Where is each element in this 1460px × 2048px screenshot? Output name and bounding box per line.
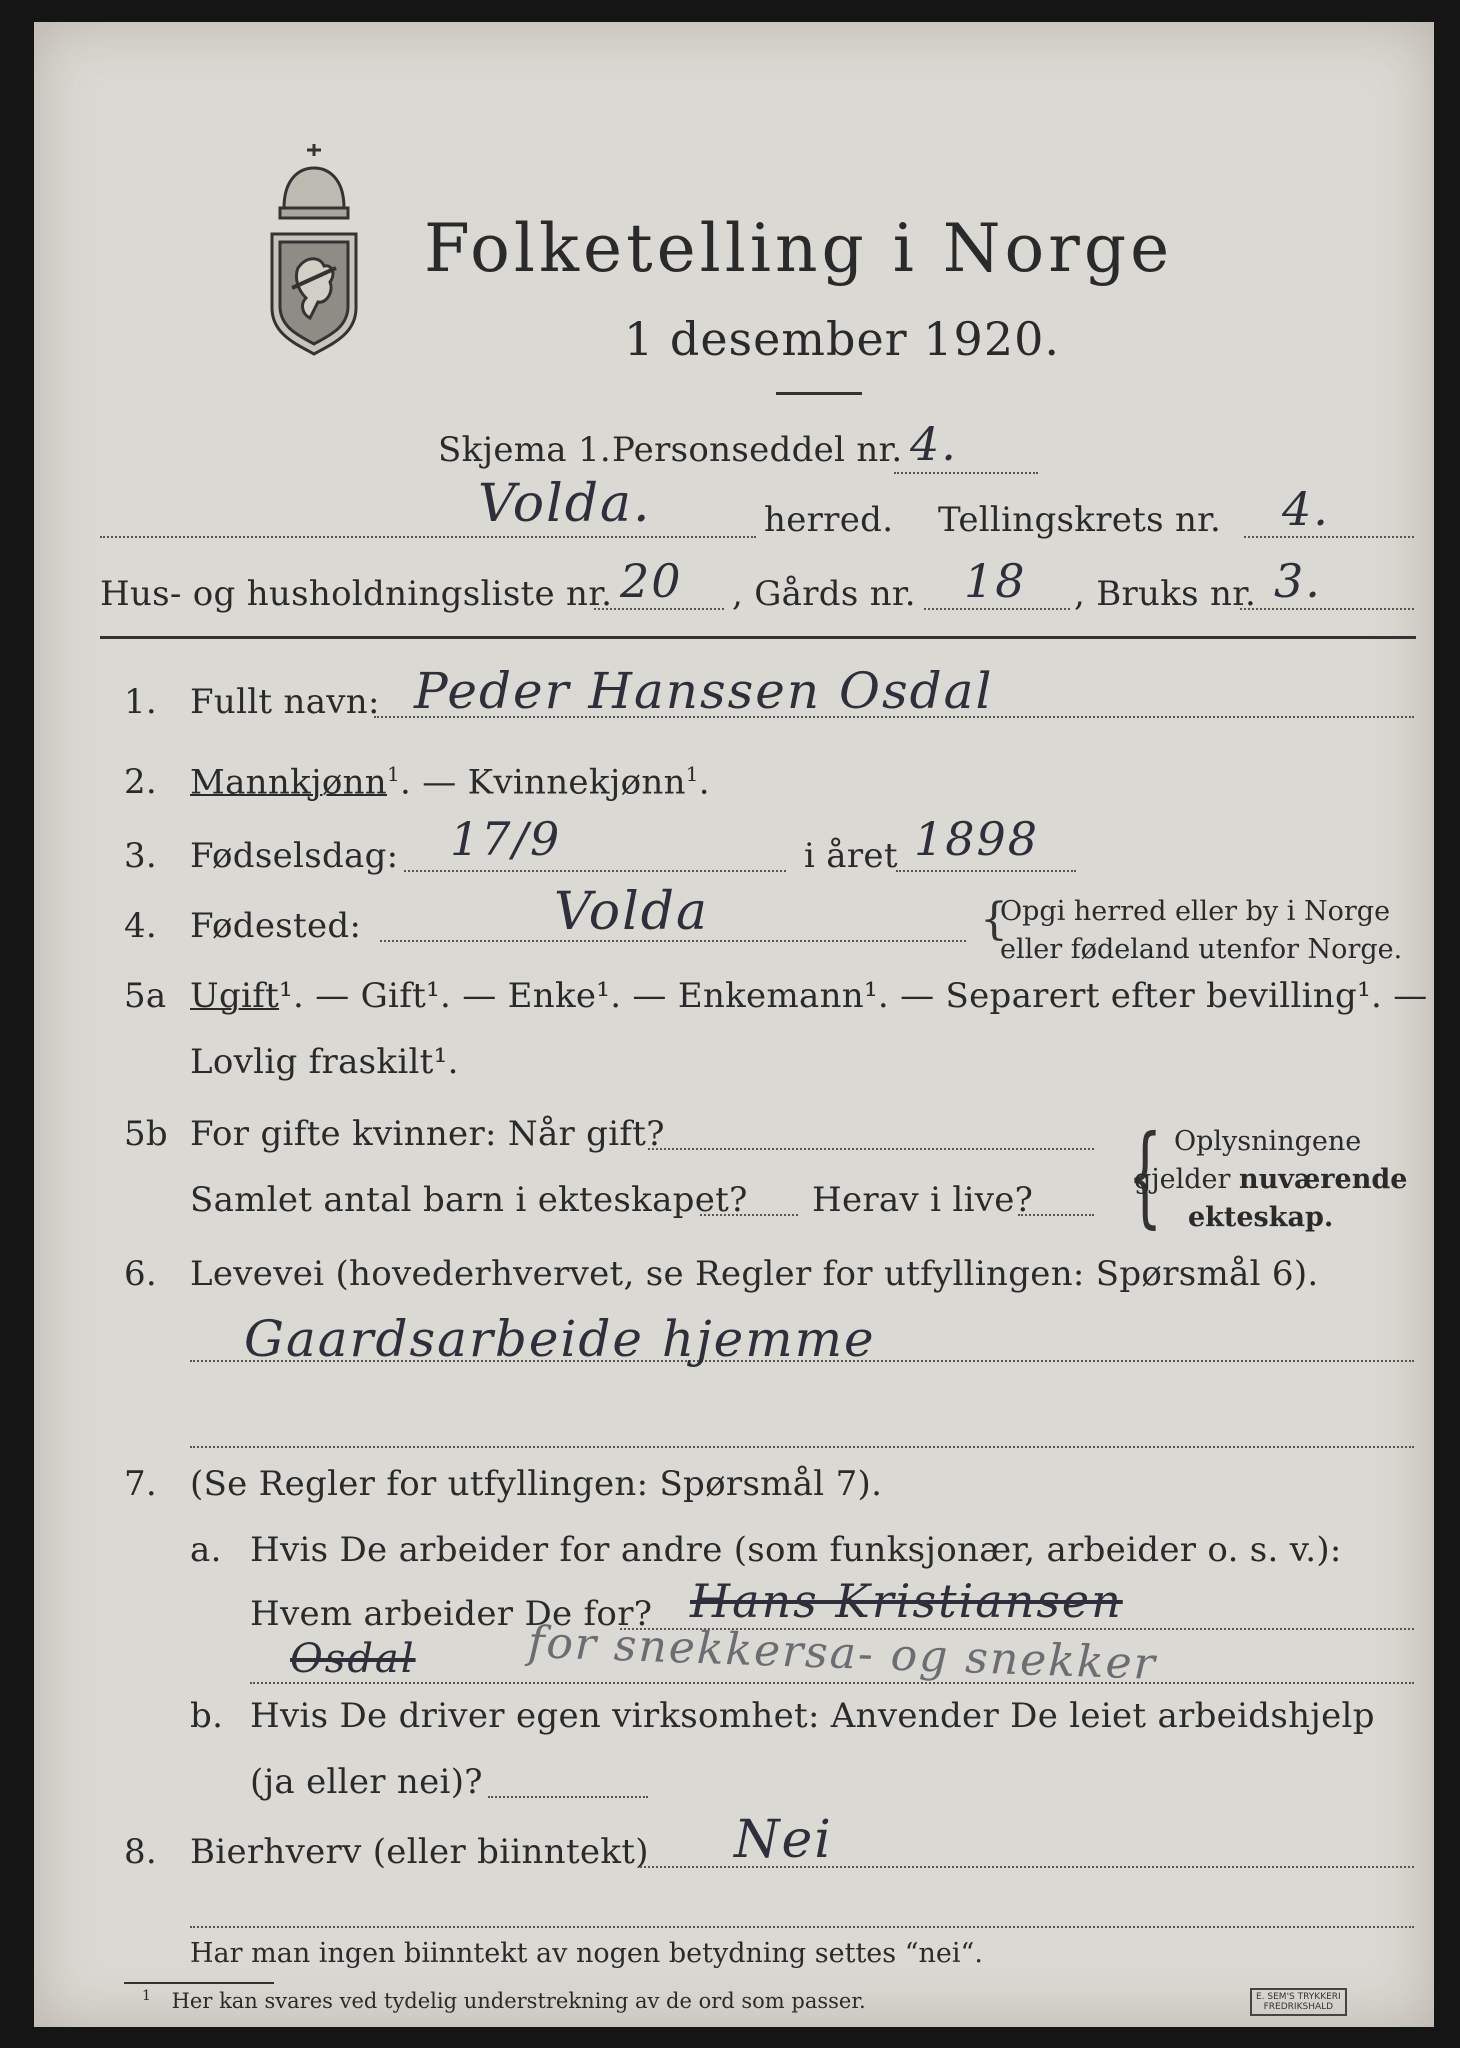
marital-options — [190, 976, 1428, 1016]
birthplace-value[interactable]: Volda — [554, 882, 710, 942]
q6-number: 6. — [124, 1254, 158, 1294]
gards-line — [924, 608, 1070, 610]
q4-note-line1: Opgi herred eller by i Norge — [1000, 896, 1391, 927]
q6-label: Levevei (hovederhvervet, se Regler for utfyllingen: Spørsmål 6). — [190, 1254, 1319, 1294]
q5a-number: 5a — [124, 976, 167, 1016]
q3-year-line — [896, 870, 1076, 872]
q3-year-label: i året — [804, 836, 898, 876]
q4-note-brace: { — [980, 894, 1008, 945]
herred-value[interactable]: Volda. — [478, 474, 652, 534]
biinntekt-note: Har man ingen biinntekt av nogen betydning settes “nei“. — [190, 1938, 983, 1969]
birth-day-value[interactable]: 17/9 — [450, 812, 562, 866]
skjema-label: Skjema 1. — [438, 430, 612, 470]
full-name-value[interactable]: Peder Hanssen Osdal — [414, 662, 994, 720]
birth-year-value[interactable]: 1898 — [914, 812, 1040, 866]
bruks-value[interactable]: 3. — [1274, 554, 1322, 608]
q5b-number: 5b — [124, 1114, 168, 1154]
herred-label: herred. — [764, 500, 894, 540]
herred-line — [100, 536, 756, 538]
footnote-number: 1 — [142, 1988, 151, 2004]
personseddel-line — [894, 472, 1038, 474]
tellingskrets-value[interactable]: 4. — [1282, 482, 1330, 536]
employer-value-line2[interactable]: Osdal — [290, 1636, 416, 1682]
q1-label: Fullt navn: — [190, 682, 380, 722]
q5b-children-line — [700, 1214, 798, 1216]
q5b-note-line1: Oplysningene — [1174, 1126, 1362, 1157]
form-date: 1 desember 1920. — [624, 312, 1060, 366]
q7a-letter: a. — [190, 1530, 222, 1570]
q1-number: 1. — [124, 682, 158, 722]
gender-end: . — [698, 762, 710, 803]
bruks-line — [1240, 608, 1414, 610]
q7-number: 7. — [124, 1464, 158, 1504]
q5b-label-married: For gifte kvinner: Når gift? — [190, 1114, 665, 1154]
q6-line2 — [190, 1446, 1414, 1448]
tellingskrets-label: Tellingskrets nr. — [938, 500, 1222, 540]
q3-label: Fødselsdag: — [190, 836, 399, 876]
q7b-text: Hvis De driver egen virksomhet: Anvender De leiet arbeidshjelp — [250, 1696, 1375, 1736]
q7b-line — [488, 1796, 648, 1798]
census-form-page — [34, 22, 1434, 2027]
footnote — [142, 1988, 866, 2013]
printer-name: E. SEM'S TRYKKERI — [1256, 1992, 1341, 2002]
q7a-text: Hvis De arbeider for andre (som funksjonær, arbeider o. s. v.): — [250, 1530, 1342, 1570]
footnote-divider — [124, 1982, 274, 1984]
form-title: Folketelling i Norge — [424, 210, 1174, 287]
gender-options — [190, 762, 710, 802]
tellingskrets-line — [1244, 536, 1414, 538]
footnote-ref: 1 — [685, 762, 699, 786]
q7b-letter: b. — [190, 1696, 224, 1736]
q5b-note-brace: { — [1127, 1111, 1163, 1239]
q5b-note-line3: ekteskap. — [1188, 1202, 1334, 1233]
q8-label: Bierhverv (eller biinntekt) — [190, 1832, 649, 1872]
employer-pencil-note: for snekkersa- og snekker — [527, 1617, 1158, 1690]
printer-mark — [1250, 1988, 1347, 2016]
q8-line2 — [190, 1926, 1414, 1928]
footnote-ref: 1 — [387, 762, 401, 786]
norway-coat-of-arms-icon — [262, 138, 366, 358]
q4-note-line2: eller fødeland utenfor Norge. — [1000, 934, 1403, 965]
gender-male-option[interactable]: Mannkjønn — [190, 762, 387, 803]
hus-label: Hus- og husholdningsliste nr. — [100, 574, 613, 614]
q3-day-line — [404, 870, 786, 872]
gards-value[interactable]: 18 — [964, 554, 1027, 608]
q4-label: Fødested: — [190, 906, 362, 946]
q5b-married-line — [648, 1148, 1094, 1150]
personseddel-label: Personseddel nr. — [612, 430, 903, 470]
footnote-text: Her kan svares ved tydelig understrekning av de ord som passer. — [171, 1989, 866, 2013]
hus-line — [594, 608, 724, 610]
side-income-value[interactable]: Nei — [734, 1810, 833, 1870]
employer-value[interactable]: Hans Kristiansen — [690, 1574, 1123, 1628]
header-divider — [776, 392, 862, 395]
gards-label: , Gårds nr. — [732, 574, 916, 614]
q2-number: 2. — [124, 762, 158, 802]
q5b-label-children: Samlet antal barn i ekteskapet? — [190, 1180, 748, 1220]
q8-number: 8. — [124, 1832, 158, 1872]
marital-other-options: ¹. — Gift¹. — Enke¹. — Enkemann¹. — Separert efter bevilling¹. — — [279, 976, 1428, 1016]
q4-number: 4. — [124, 906, 158, 946]
printer-city: FREDRIKSHALD — [1263, 2002, 1334, 2012]
q5b-label-alive: Herav i live? — [812, 1180, 1034, 1220]
personseddel-value[interactable]: 4. — [910, 417, 958, 471]
occupation-value[interactable]: Gaardsarbeide hjemme — [244, 1310, 876, 1368]
gender-separator: . — Kvinnekjønn — [400, 762, 686, 803]
q7-label: (Se Regler for utfyllingen: Spørsmål 7). — [190, 1464, 883, 1504]
q5b-note-line2: gjelder nuværende — [1134, 1164, 1408, 1195]
bruks-label: , Bruks nr. — [1074, 574, 1257, 614]
q7a-line2 — [250, 1682, 1414, 1684]
hus-value[interactable]: 20 — [620, 554, 683, 608]
marital-ugift-option[interactable]: Ugift — [190, 976, 280, 1016]
q7a-text2: Hvem arbeider De for? — [250, 1594, 653, 1634]
q7b-text2: (ja eller nei)? — [250, 1762, 483, 1802]
q5b-alive-line — [1018, 1214, 1094, 1216]
marital-option-fraskilt: Lovlig fraskilt¹. — [190, 1042, 459, 1082]
section-divider — [100, 636, 1416, 639]
q3-number: 3. — [124, 836, 158, 876]
